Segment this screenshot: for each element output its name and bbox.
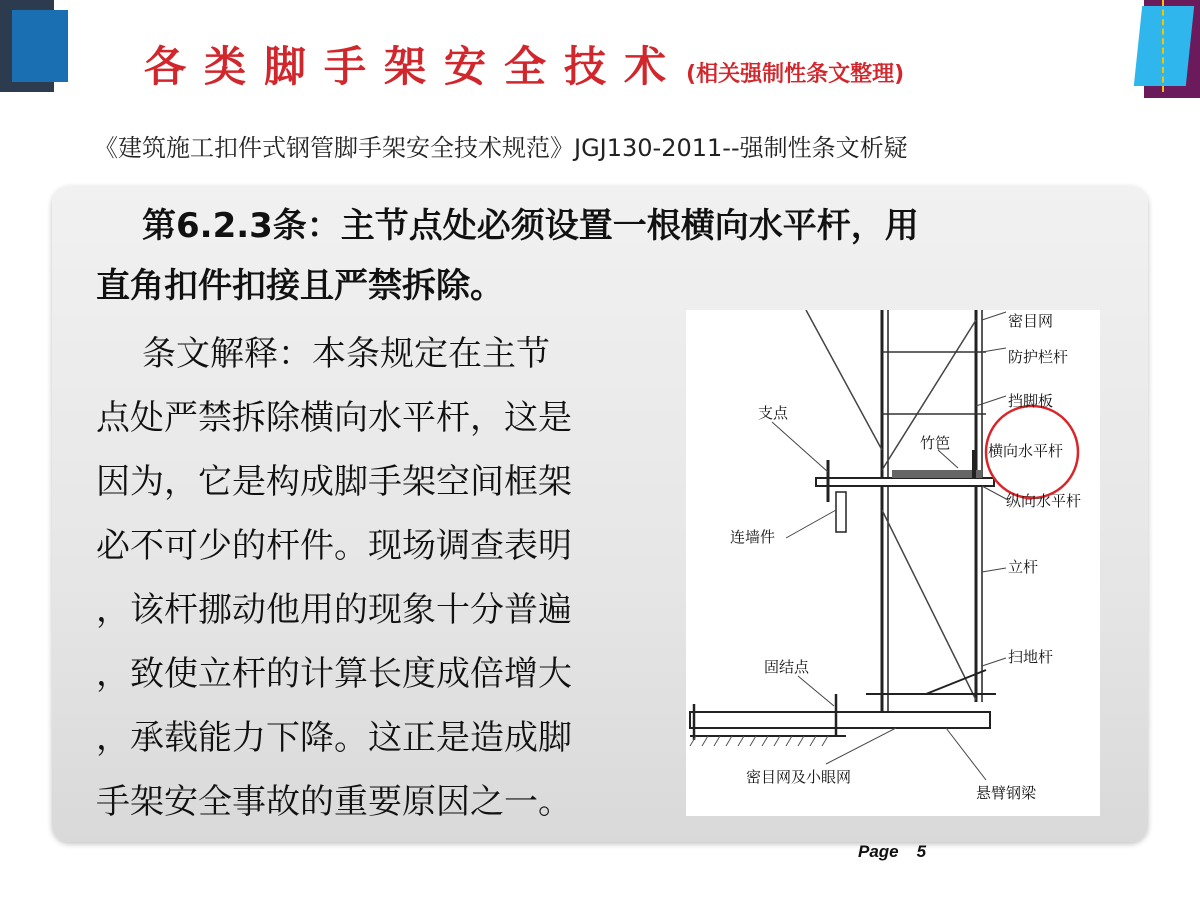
explanation-line: ，承载能力下降。这正是造成脚 [96,718,572,758]
label-support-point: 支点 [758,404,789,422]
scaffold-diagram-svg [686,310,1100,816]
title-sub: (相关强制性条文整理) [686,62,905,87]
page-number-value: 5 [916,842,927,861]
clause-explanation [96,322,676,834]
brace-line [806,310,882,450]
corner-decoration-left [0,0,72,92]
scaffold-diagram [686,310,1100,816]
label-sweep-bar: 扫地杆 [1008,648,1054,666]
label-cantilever-beam: 悬臂钢梁 [976,784,1037,802]
leader-lines [772,312,1008,780]
explanation-line: 条文解释：本条规定在主节 [142,334,550,374]
explanation-line: 手架安全事故的重要原因之一。 [96,782,572,822]
label-upright: 立杆 [1008,558,1039,576]
page-number [858,842,926,862]
wall-tie-anchor [836,492,846,532]
cantilever-beam [690,712,990,728]
explanation-line: ，致使立杆的计算长度成倍增大 [96,654,572,694]
corner-block-blue [12,10,68,82]
brace-line [882,510,976,700]
clause-line-2: 直角扣件扣接且严禁拆除。 [96,266,504,306]
label-fixed-point: 固结点 [764,658,810,676]
slide-subtitle: 《建筑施工扣件式钢管脚手架安全技术规范》JGJ130-2011--强制性条文析疑 [94,134,908,162]
label-wall-tie: 连墙件 [730,528,776,546]
clause-line-1: 第6.2.3条：主节点处必须设置一根横向水平杆，用 [142,206,919,246]
explanation-line: 点处严禁拆除横向水平杆，这是 [96,398,572,438]
corner-stripe-yellow [1162,0,1170,92]
label-guardrail: 防护栏杆 [1008,348,1069,366]
explanation-line: 因为，它是构成脚手架空间框架 [96,462,572,502]
label-mesh: 密目网 [1008,312,1054,330]
page-label: Page [858,842,899,861]
corner-decoration-right [1128,0,1200,98]
title-main: 各类脚手架安全技术 [144,42,685,91]
explanation-line: ，该杆挪动他用的现象十分普遍 [96,590,572,630]
label-mesh-small: 密目网及小眼网 [746,768,852,786]
label-transverse-bar: 横向水平杆 [988,442,1064,460]
label-longitudinal-bar: 纵向水平杆 [1006,492,1082,510]
platform-transverse-bar [816,478,994,486]
slide-title [144,34,1084,94]
explanation-line: 必不可少的杆件。现场调查表明 [96,526,572,566]
label-bamboo-mat: 竹笆 [920,434,951,452]
clause-heading [96,196,1096,316]
bamboo-mat [892,470,982,478]
label-toeboard: 挡脚板 [1008,392,1054,410]
ground-hatching [690,736,828,746]
